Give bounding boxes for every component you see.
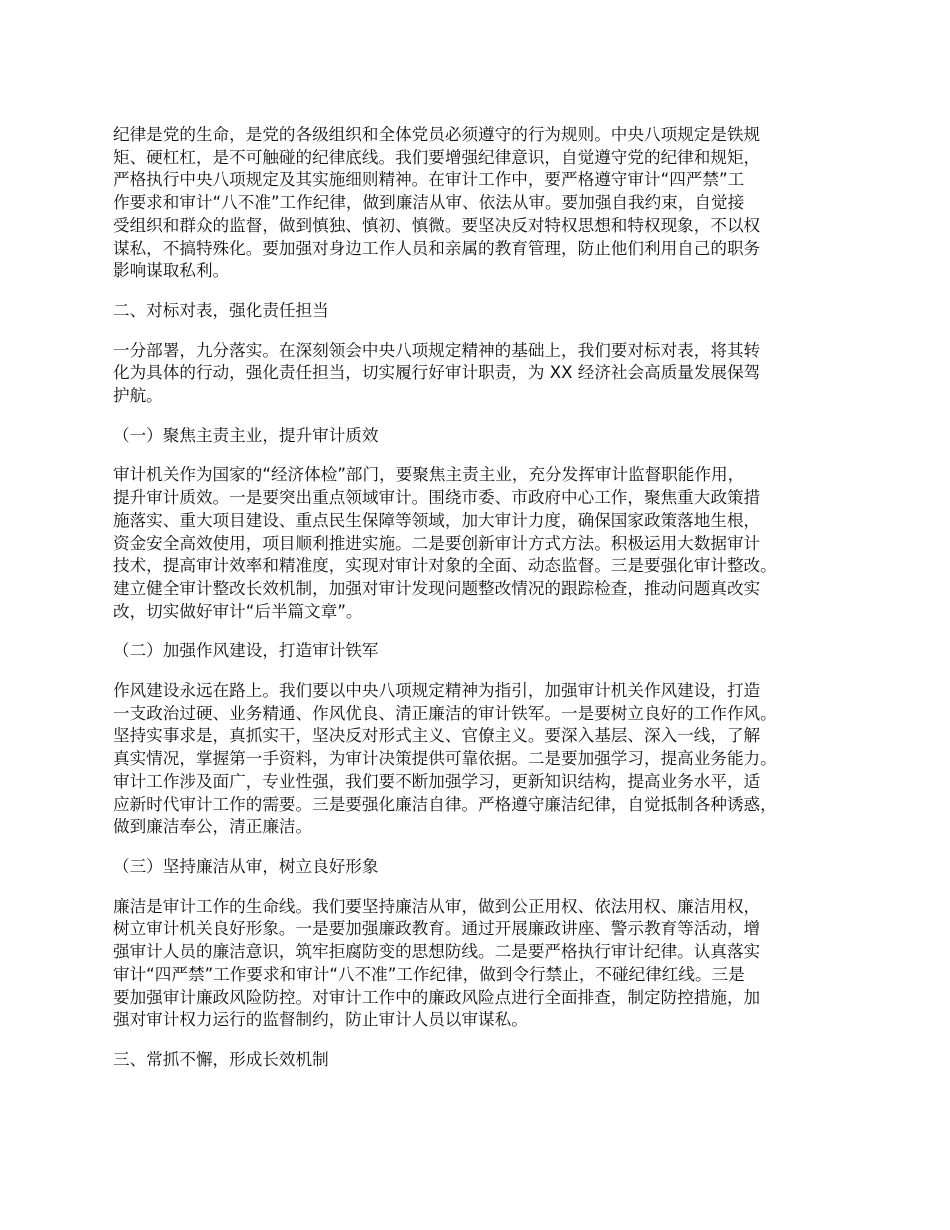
subsection-heading-3: （三）坚持廉洁从审，树立良好形象 bbox=[113, 856, 379, 876]
section-heading-2: 二、对标对表，强化责任担当 bbox=[113, 300, 329, 320]
paragraph-integrity: 廉洁是审计工作的生命线。我们要坚持廉洁从审，做到公正用权、依法用权、廉洁用权， 树立审计机关良好形象。一是要加强廉政教育。通过开展廉政讲座、警示教育等活动，增 强审计人员的廉洁意识，筑牢拒腐防变的思想防线。二是要严格执行审计纪律。认真落实 审计“四严禁”工作要求和审计“八不准”工作纪律，做到令行禁止，不碰纪律红线。三是 要加强审计廉政风险防控。对审计工作中的廉政风险点进行全面排查，制定防控措施，加 强对审计权力运行的监督制约，防止审计人员以审谋私。 bbox=[113, 896, 761, 1030]
paragraph-audit-quality: 审计机关作为国家的“经济体检”部门，要聚焦主责主业，充分发挥审计监督职能作用， 提升审计质效。一是要突出重点领域审计。围绕市委、市政府中心工作，聚焦重大政策措 施落实、重大项目建设、重点民生保障等领域，加大审计力度，确保国家政策落地生根， 资金安全高效使用，项目顺利推进实施。二是要创新审计方式方法。积极运用大数据审计 技术，提高审计效率和精准度，实现对审计对象的全面、动态监督。三是要强化审计整改。 建立健全审计整改长效机制，加强对审计发现问题整改情况的跟踪检查，推动问题真改实 改，切实做好审计“后半篇文章”。 bbox=[113, 465, 777, 621]
section-heading-3: 三、常抓不懈，形成长效机制 bbox=[113, 1049, 329, 1069]
paragraph-work-style: 作风建设永远在路上。我们要以中央八项规定精神为指引，加强审计机关作风建设，打造 一支政治过硬、业务精通、作风优良、清正廉洁的审计铁军。一是要树立良好的工作作风。 坚持实事求是，真抓实干，坚决反对形式主义、官僚主义。要深入基层、深入一线，了解 真实情况，掌握第一手资料，为审计决策提供可靠依据。二是要加强学习，提高业务能力。 审计工作涉及面广，专业性强，我们要不断加强学习，更新知识结构，提高业务水平，适 应新时代审计工作的需要。三是要强化廉洁自律。严格遵守廉洁纪律，自觉抵制各种诱惑， 做到廉洁奉公，清正廉洁。 bbox=[113, 681, 777, 837]
paragraph-implementation: 一分部署，九分落实。在深刻领会中央八项规定精神的基础上，我们要对标对表，将其转 化为具体的行动，强化责任担当，切实履行好审计职责，为 XX 经济社会高质量发展保驾 护航。 bbox=[113, 340, 761, 406]
document-page bbox=[113, 124, 855, 1089]
paragraph-discipline: 纪律是党的生命，是党的各级组织和全体党员必须遵守的行为规则。中央八项规定是铁规 矩、硬杠杠，是不可触碰的纪律底线。我们要增强纪律意识，自觉遵守党的纪律和规矩， 严格执行中央八项规定及其实施细则精神。在审计工作中，要严格遵守审计“四严禁”工 作要求和审计“八不准”工作纪律，做到廉洁从审、依法从审。要加强自我约束，自觉接 受组织和群众的监督，做到慎独、慎初、慎微。要坚决反对特权思想和特权现象，不以权 谋私，不搞特殊化。要加强对身边工作人员和亲属的教育管理，防止他们利用自己的职务 影响谋取私利。 bbox=[113, 125, 761, 281]
subsection-heading-2: （二）加强作风建设，打造审计铁军 bbox=[113, 641, 379, 661]
subsection-heading-1: （一）聚焦主责主业，提升审计质效 bbox=[113, 425, 379, 445]
